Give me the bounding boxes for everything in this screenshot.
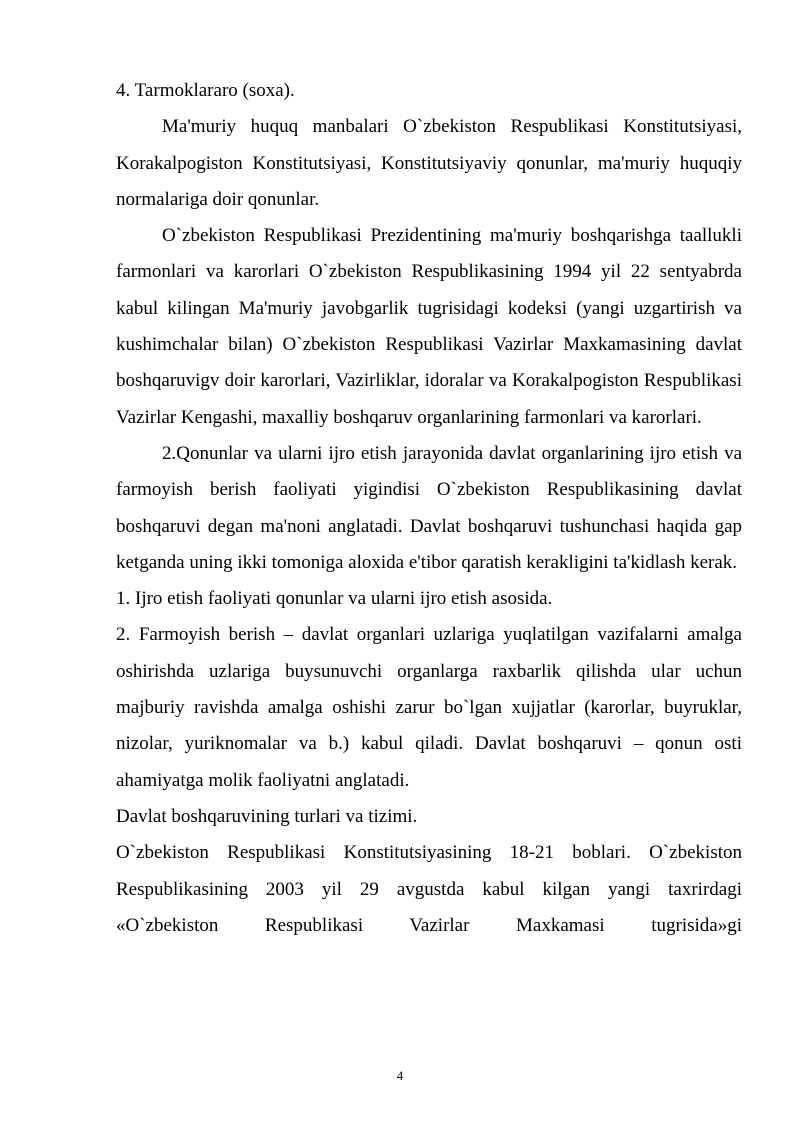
section-heading-turlari-tizimi: Davlat boshqaruvining turlari va tizimi.: [116, 805, 418, 827]
list-item-4-tarmoklararo: 4. Tarmoklararo (soxa).: [116, 80, 295, 101]
list-item-1-ijro-etish: 1. Ijro etish faoliyati qonunlar va ularni ijro etish asosida.: [116, 588, 553, 610]
document-body: [116, 73, 742, 944]
list-item-2-farmoyish-berish: 2. Farmoyish berish – davlat organlari uzlariga yuqlatilgan vazifalarni amalga oshirishda uzlariga buysunuvchi organlarga raxbarlik qilishda ular uchun majburiy ravishda amalga oshishi zarur bo`lgan xujjatlar (karorlar, buyruklar, nizolar, yuriknomalar va b.) kabul qiladi. Davlat boshqaruvi – qonun osti ahamiyatga molik faoliyatni anglatadi.: [116, 624, 742, 791]
page-number: 4: [396, 1068, 404, 1083]
paragraph-davlat-boshqaruvi: 2.Qonunlar va ularni ijro etish jarayonida davlat organlarining ijro etish va farmoyish berish faoliyati yigindisi O`zbekiston Respublikasining davlat boshqaruvi degan ma'noni anglatadi. Davlat boshqaruvi tushunchasi haqida gap ketganda uning ikki tomoniga aloxida e'tibor qaratish kerakligini ta'kidlash kerak.: [116, 442, 742, 573]
paragraph-manbalari: Ma'muriy huquq manbalari O`zbekiston Respublikasi Konstitutsiyasi, Korakalpogiston Konstitutsiyasi, Konstitutsiyaviy qonunlar, ma'muriy huquqiy normalariga doir qonunlar.: [116, 116, 742, 210]
paragraph-prezident-farmonlari: O`zbekiston Respublikasi Prezidentining ma'muriy boshqarishga taallukli farmonlari va karorlari O`zbekiston Respublikasining 1994 yil 22 sentyabrda kabul kilingan Ma'muriy javobgarlik tugrisidagi kodeksi (yangi uzgartirish va kushimchalar bilan) O`zbekiston Respublikasi Vazirlar Maxkamasining davlat boshqaruvigv doir karorlari, Vazirliklar, idoralar va Korakalpogiston Respublikasi Vazirlar Kengashi, maxalliy boshqaruv organlarining farmonlari va karorlari.: [116, 225, 742, 428]
paragraph-konstitutsiya-boblari: O`zbekiston Respublikasi Konstitutsiyasining 18-21 boblari. O`zbekiston Respublikasining 2003 yil 29 avgustda kabul kilgan yangi taxrirdagi «O`zbekiston Respublikasi Vazirlar Maxkamasi tugrisida»gi: [116, 842, 742, 936]
